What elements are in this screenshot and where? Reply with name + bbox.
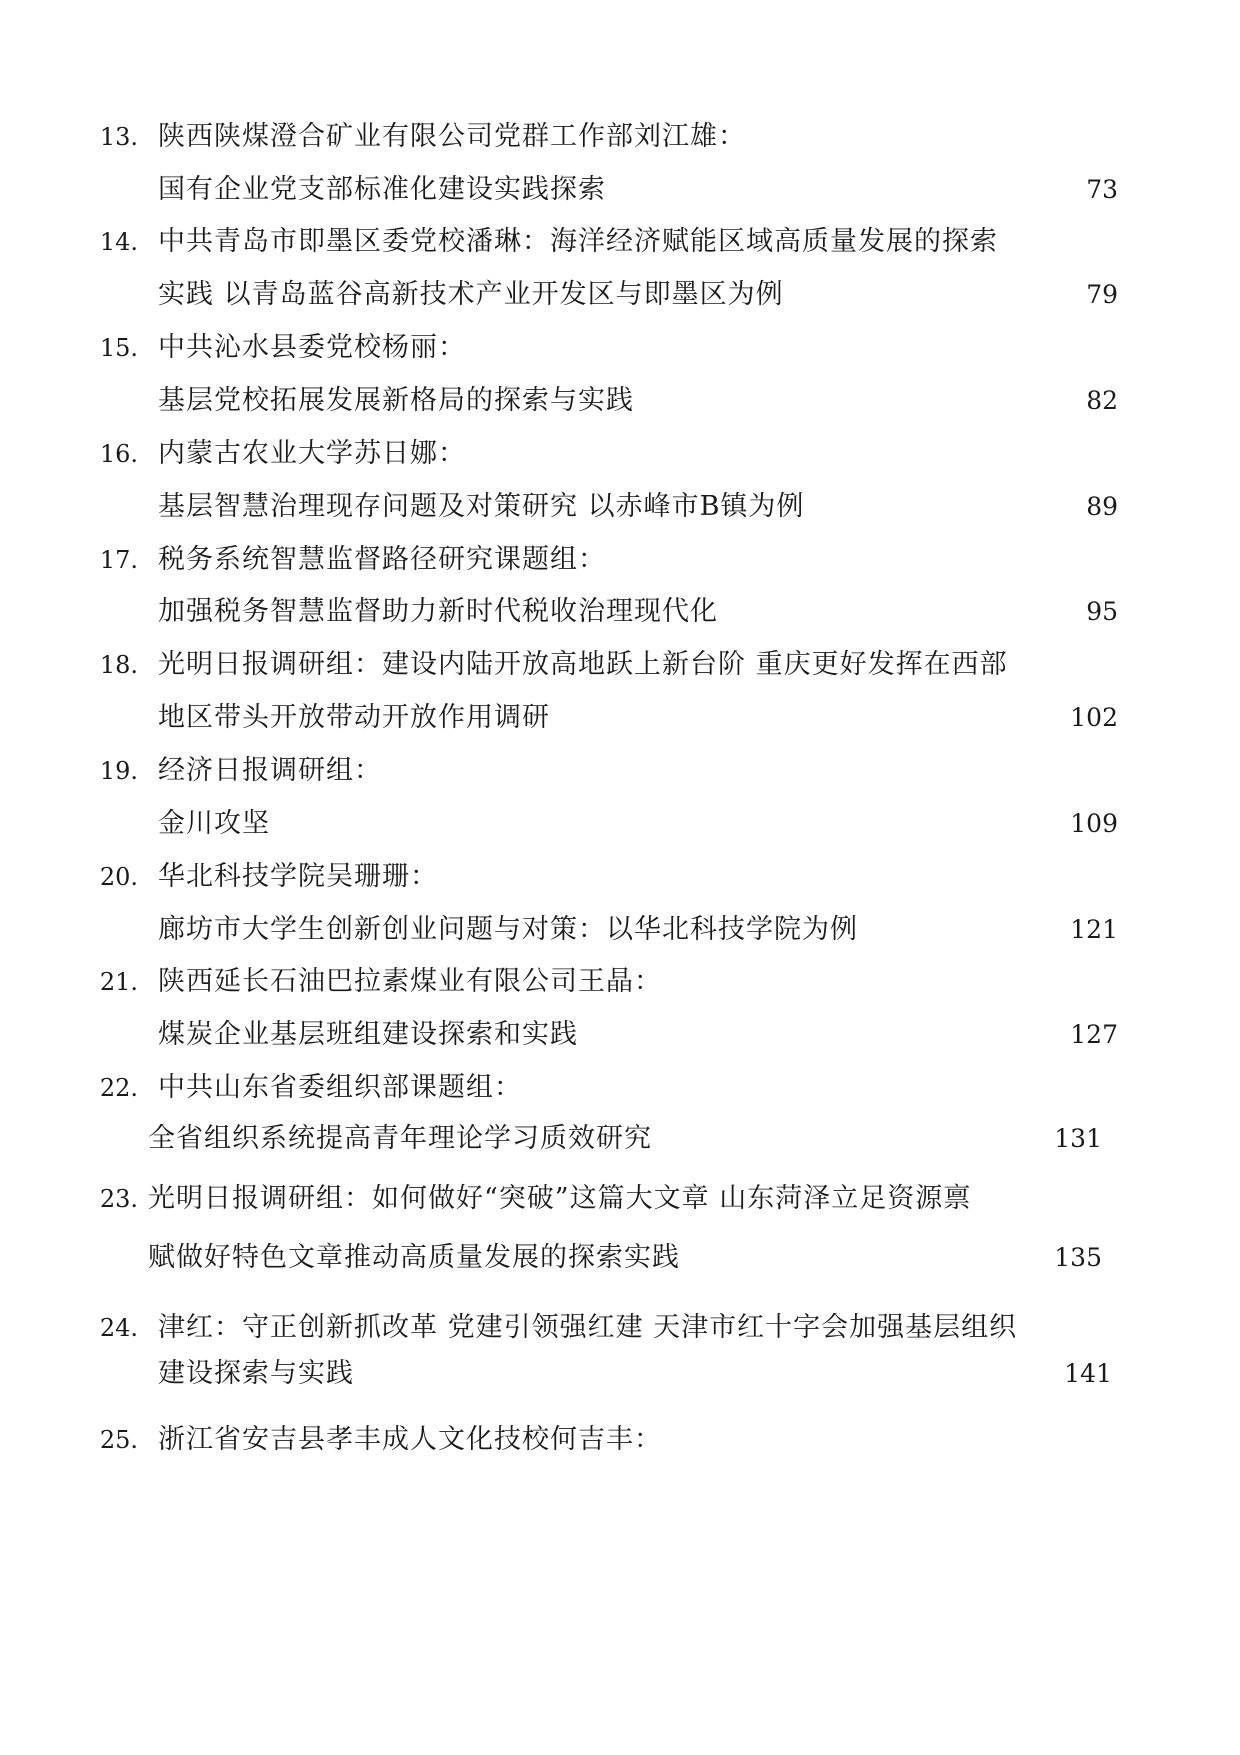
entry-title-line1: 津红：守正创新抓改革 党建引领强红建 天津市红十字会加强基层组织: [158, 1312, 1018, 1343]
toc-entry-24-title[interactable]: [0, 1308, 1240, 1348]
page-number: 95: [1086, 597, 1118, 626]
page-number: 121: [1070, 915, 1118, 944]
page-number: 127: [1070, 1020, 1118, 1049]
toc-entry-17-title[interactable]: [0, 540, 1240, 580]
toc-entry-18-title[interactable]: [0, 645, 1240, 685]
toc-entry-22-subtitle[interactable]: [0, 1119, 1240, 1159]
page-number: 135: [1054, 1243, 1102, 1272]
entry-title-line1: 税务系统智慧监督路径研究课题组：: [158, 544, 606, 575]
entry-number: 24.: [99, 1314, 138, 1342]
page-number: 141: [1064, 1359, 1112, 1388]
page-number: 79: [1086, 280, 1118, 309]
entry-title-line1: 中共山东省委组织部课题组：: [158, 1072, 522, 1103]
entry-title-line2: 加强税务智慧监督助力新时代税收治理现代化: [158, 596, 718, 627]
toc-entry-14-subtitle[interactable]: [0, 275, 1240, 315]
entry-number: 16.: [99, 440, 138, 468]
entry-title-line1: 内蒙古农业大学苏日娜：: [158, 438, 466, 469]
toc-entry-20-subtitle[interactable]: [0, 910, 1240, 950]
entry-title-line1: 华北科技学院吴珊珊：: [158, 861, 438, 892]
toc-entry-15-subtitle[interactable]: [0, 381, 1240, 421]
entry-title-line2: 赋做好特色文章推动高质量发展的探索实践: [148, 1242, 680, 1273]
entry-number: 19.: [99, 757, 138, 785]
toc-entry-23-subtitle[interactable]: [0, 1238, 1240, 1278]
entry-title-line2: 建设探索与实践: [158, 1358, 354, 1389]
toc-entry-15-title[interactable]: [0, 328, 1240, 368]
entry-title-line1: 陕西延长石油巴拉素煤业有限公司王晶：: [158, 966, 662, 997]
entry-number: 21.: [99, 968, 138, 996]
page-number: 109: [1070, 809, 1118, 838]
toc-entry-25-title[interactable]: [0, 1420, 1240, 1460]
entry-title-line2: 金川攻坚: [158, 808, 270, 839]
toc-entry-22-title[interactable]: [0, 1068, 1240, 1108]
toc-entry-20-title[interactable]: [0, 857, 1240, 897]
entry-title-line1: 浙江省安吉县孝丰成人文化技校何吉丰：: [158, 1424, 662, 1455]
entry-title-line1: 中共沁水县委党校杨丽：: [158, 332, 466, 363]
entry-number: 15.: [99, 334, 138, 362]
page-number: 102: [1070, 703, 1118, 732]
toc-entry-17-subtitle[interactable]: [0, 592, 1240, 632]
entry-title-line2: 国有企业党支部标准化建设实践探索: [158, 174, 606, 205]
entry-number: 23.: [99, 1185, 138, 1213]
entry-title-line2: 地区带头开放带动开放作用调研: [158, 702, 550, 733]
toc-entry-16-subtitle[interactable]: [0, 487, 1240, 527]
entry-number: 17.: [99, 546, 138, 574]
entry-number: 22.: [99, 1074, 138, 1102]
page-number: 89: [1086, 492, 1118, 521]
toc-entry-16-title[interactable]: [0, 434, 1240, 474]
entry-title-line1: 中共青岛市即墨区委党校潘琳：海洋经济赋能区域高质量发展的探索: [158, 226, 998, 257]
entry-title-line1: 经济日报调研组：: [158, 755, 382, 786]
entry-number: 25.: [99, 1426, 138, 1454]
entry-number: 14.: [99, 228, 138, 256]
toc-entry-24-subtitle[interactable]: [0, 1354, 1240, 1394]
toc-entry-14-title[interactable]: [0, 222, 1240, 262]
entry-title-line2: 全省组织系统提高青年理论学习质效研究: [148, 1123, 652, 1154]
page-number: 131: [1054, 1124, 1102, 1153]
entry-title-line2: 基层党校拓展发展新格局的探索与实践: [158, 385, 634, 416]
entry-title-line2: 煤炭企业基层班组建设探索和实践: [158, 1019, 578, 1050]
toc-entry-13-subtitle[interactable]: [0, 170, 1240, 210]
toc-entry-19-title[interactable]: [0, 751, 1240, 791]
entry-title-line2: 基层智慧治理现存问题及对策研究 以赤峰市B镇为例: [158, 491, 805, 522]
page-number: 82: [1086, 386, 1118, 415]
toc-entry-13-title[interactable]: [0, 117, 1240, 157]
entry-title-line1: 光明日报调研组：建设内陆开放高地跃上新台阶 重庆更好发挥在西部: [158, 649, 1008, 680]
toc-entry-21-title[interactable]: [0, 962, 1240, 1002]
entry-title-line2: 廊坊市大学生创新创业问题与对策：以华北科技学院为例: [158, 914, 858, 945]
entry-title-line1: 光明日报调研组：如何做好“突破”这篇大文章 山东菏泽立足资源禀: [148, 1183, 972, 1214]
toc-entry-19-subtitle[interactable]: [0, 804, 1240, 844]
entry-number: 20.: [99, 863, 138, 891]
entry-number: 18.: [99, 651, 138, 679]
page-number: 73: [1086, 175, 1118, 204]
entry-number: 13.: [99, 123, 138, 151]
toc-entry-23-title[interactable]: [0, 1179, 1240, 1219]
entry-title-line1: 陕西陕煤澄合矿业有限公司党群工作部刘江雄：: [158, 121, 746, 152]
toc-entry-21-subtitle[interactable]: [0, 1015, 1240, 1055]
toc-entry-18-subtitle[interactable]: [0, 698, 1240, 738]
entry-title-line2: 实践 以青岛蓝谷高新技术产业开发区与即墨区为例: [158, 279, 784, 310]
